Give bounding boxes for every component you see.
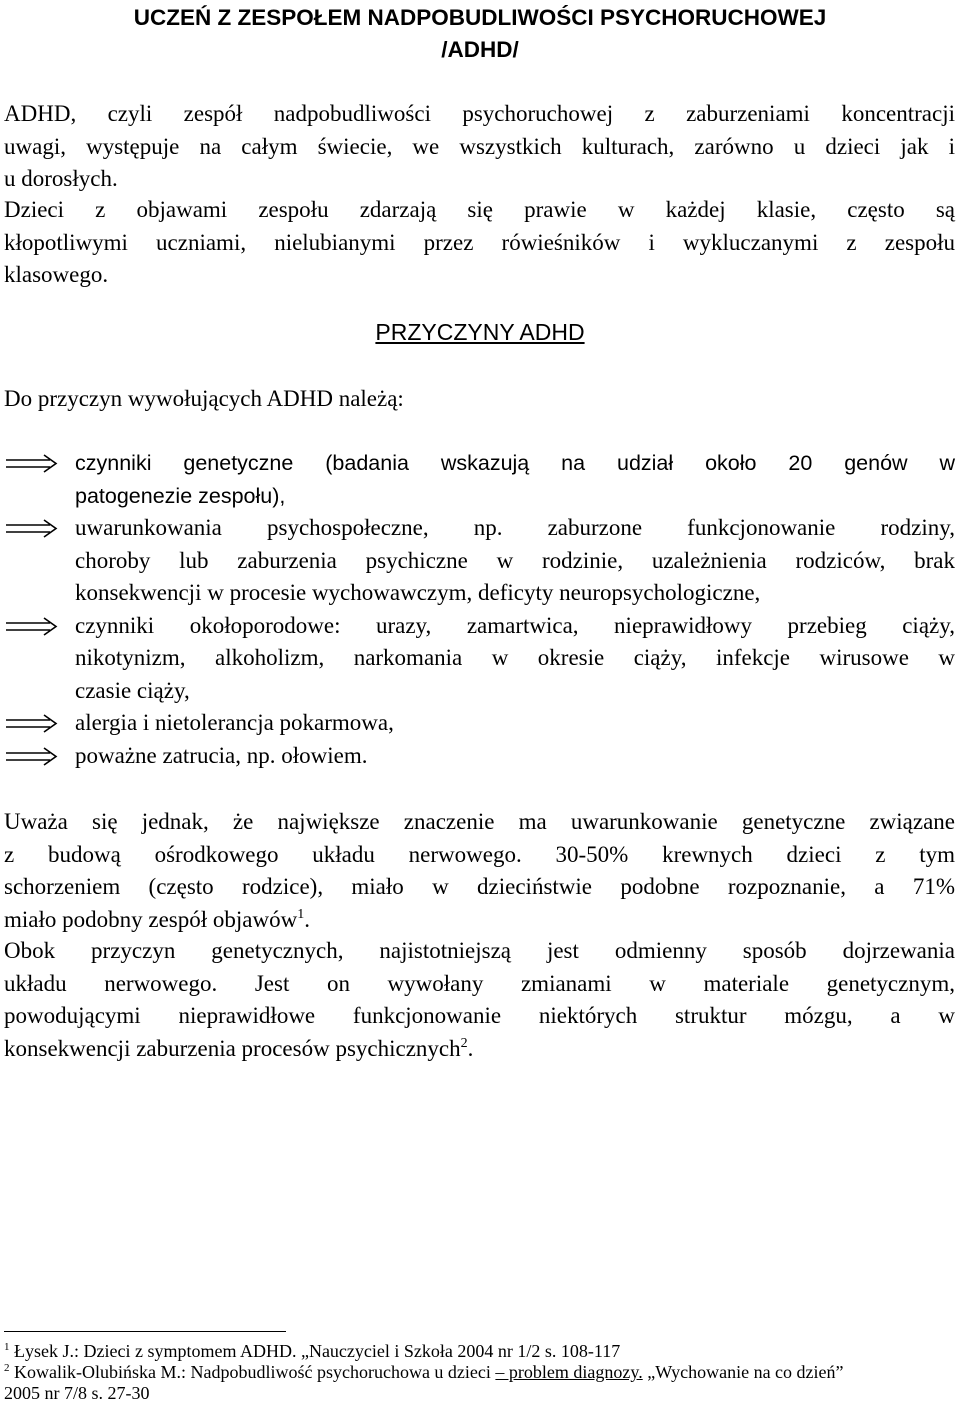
paragraph-line: uwagi, występuje na całym świecie, we wszystkich kulturach, zarówno u dzieci jak i <box>4 133 955 159</box>
list-item-line: czasie ciąży, <box>75 677 190 703</box>
paragraph-line: z budową ośrodkowego układu nerwowego. 30-50% krewnych dzieci z tym <box>4 841 955 867</box>
double-arrow-right-icon <box>4 512 60 544</box>
footnote-text: Kowalik-Olubińska M.: Nadpobudliwość psychoruchowa u dzieci <box>14 1362 496 1382</box>
paragraph-text: miało podobny zespół objawów <box>4 906 298 932</box>
list-item-line: poważne zatrucia, np. ołowiem. <box>75 742 368 768</box>
paragraph-line: układu nerwowego. Jest on wywołany zmianami w materiale genetycznym, <box>4 970 955 996</box>
title-line-1: UCZEŃ Z ZESPOŁEM NADPOBUDLIWOŚCI PSYCHORUCHOWEJ <box>133 5 827 30</box>
title-line-2: /ADHD/ <box>441 37 519 62</box>
list-item-line: konsekwencji w procesie wychowawczym, deficyty neuropsychologiczne, <box>75 580 761 605</box>
footnote-reference: 2 <box>460 1035 468 1051</box>
footnote <box>4 1341 944 1362</box>
footnote <box>4 1362 944 1383</box>
causes-list <box>4 447 955 772</box>
paragraph-line: Obok przyczyn genetycznych, najistotniejszą jest odmienny sposób dojrzewania <box>4 938 955 963</box>
list-item <box>4 512 955 610</box>
genetic-paragraph <box>4 806 955 936</box>
paragraph-line: klasowego. <box>4 262 109 287</box>
document-title <box>0 2 960 66</box>
footnote-underlined-text: – problem diagnozy. <box>495 1362 643 1382</box>
paragraph-end: . <box>304 906 310 932</box>
paragraph-line: ADHD, czyli zespół nadpobudliwości psychoruchowej z zaburzeniami koncentracji <box>4 101 955 126</box>
list-item <box>4 707 955 740</box>
footnote-number: 1 <box>4 1341 10 1353</box>
causes-intro: Do przyczyn wywołujących ADHD należą: <box>4 386 404 411</box>
paragraph-end: . <box>467 1035 474 1061</box>
footnote-text: Łysek J.: Dzieci z symptomem ADHD. „Nauczyciel i Szkoła 2004 nr 1/2 s. 108-117 <box>14 1341 621 1361</box>
list-item-line: alergia i nietolerancja pokarmowa, <box>75 710 394 735</box>
list-item <box>4 610 955 708</box>
footnote-separator <box>4 1331 286 1332</box>
footnotes <box>4 1341 944 1404</box>
footnote-continuation: 2005 nr 7/8 s. 27-30 <box>4 1383 150 1403</box>
second-paragraph <box>4 194 955 292</box>
maturation-paragraph <box>4 935 955 1065</box>
footnote-text: „Wychowanie na co dzień” <box>642 1362 844 1382</box>
intro-paragraph <box>4 98 955 196</box>
list-item-line: choroby lub zaburzenia psychiczne w rodzinie, uzależnienia rodziców, brak <box>75 547 955 573</box>
double-arrow-right-icon <box>4 740 60 772</box>
paragraph-line <box>4 1033 955 1066</box>
double-arrow-right-icon <box>4 707 60 739</box>
list-item <box>4 447 955 512</box>
paragraph-line: u dorosłych. <box>4 166 118 191</box>
list-item <box>4 740 955 773</box>
footnote-number: 2 <box>4 1362 10 1374</box>
paragraph-text: konsekwencji zaburzenia procesów psychicznych <box>4 1035 461 1061</box>
list-item-line: uwarunkowania psychospołeczne, np. zaburzone funkcjonowanie rodziny, <box>75 515 955 540</box>
list-item-line: nikotynizm, alkoholizm, narkomania w okresie ciąży, infekcje wirusowe w <box>75 645 955 670</box>
paragraph-line: schorzeniem (często rodzice), miało w dzieciństwie podobne rozpoznanie, a 71% <box>4 874 955 899</box>
double-arrow-right-icon <box>4 610 60 642</box>
paragraph-line <box>4 904 955 937</box>
paragraph-line: Uważa się jednak, że największe znaczenie ma uwarunkowanie genetyczne związane <box>4 809 955 834</box>
paragraph-line: Dzieci z objawami zespołu zdarzają się prawie w każdej klasie, często są <box>4 197 955 222</box>
section-heading: PRZYCZYNY ADHD <box>375 319 585 345</box>
double-arrow-right-icon <box>4 447 60 479</box>
paragraph-line: powodującymi nieprawidłowe funkcjonowanie niektórych struktur mózgu, a w <box>4 1003 955 1028</box>
paragraph-line: kłopotliwymi uczniami, nielubianymi przez rówieśników i wykluczanymi z zespołu <box>4 229 955 255</box>
list-item-line: czynniki okołoporodowe: urazy, zamartwica, nieprawidłowy przebieg ciąży, <box>75 612 955 638</box>
footnote-reference: 1 <box>297 906 305 922</box>
list-item-line: czynniki genetyczne (badania wskazują na udział około 20 genów w <box>75 451 955 475</box>
list-item-line: patogenezie zespołu), <box>75 483 286 508</box>
